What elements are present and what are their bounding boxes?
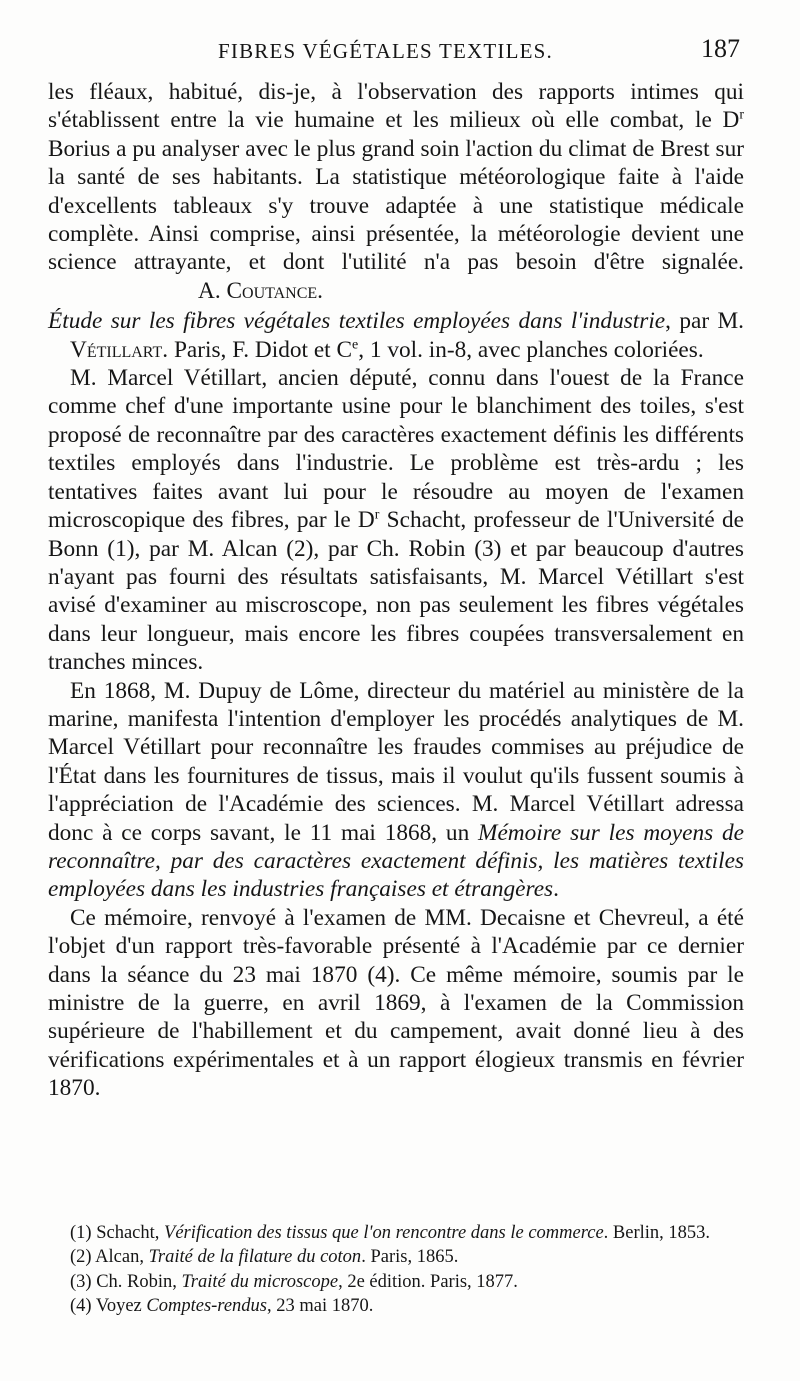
- text-run: (3) Ch. Robin,: [70, 1271, 182, 1292]
- text-run: M. Marcel Vétillart, ancien député, connu dans l'ouest de la France comme chef d'une importante usine pour le blanchiment des toiles, s'est proposé de reconnaître par des caractères exactement définis les différents textiles employés dans l'industrie. Le problème est très-ardu ; les tentatives faites avant lui pour le résoudre au moyen de l'examen microscopique des fibres, par le D: [48, 365, 744, 534]
- footnote: [48, 1270, 760, 1294]
- superscript: r: [739, 108, 744, 124]
- page-number: 187: [701, 34, 740, 63]
- footnotes: [48, 1221, 760, 1319]
- text-run: , 2e édition. Paris, 1877.: [338, 1271, 518, 1292]
- book-review-entry: [48, 307, 744, 364]
- text-run: (1) Schacht,: [70, 1223, 165, 1243]
- text-run: .: [553, 876, 559, 903]
- footnote: [48, 1245, 760, 1269]
- cited-title: Traité de la filature du coton: [148, 1247, 362, 1268]
- text-run: . Berlin, 1853.: [603, 1223, 711, 1243]
- text-run: les fléaux, habitué, dis-je, à l'observation des rapports intimes qui s'établissent entre la vie humaine et les milieux où elle combat, le D: [48, 79, 744, 134]
- text-run: , par M.: [665, 308, 744, 335]
- footnote: [48, 1221, 760, 1245]
- superscript: r: [374, 507, 380, 523]
- cited-title: Vérification des tissus que l'on rencontre dans le commerce: [164, 1223, 604, 1243]
- paragraph-climate-review: [48, 78, 744, 305]
- running-head: FIBRES VÉGÉTALES TEXTILES.: [218, 39, 553, 63]
- text-run: Borius a pu analyser avec le plus grand soin l'action du climat de Brest sur la santé de ses habitants. La statistique météorologique faite à l'aide d'excellents tableaux s'y trouve adaptée à une statistique médicale complète. Ainsi comprise, ainsi présentée, la météorologie devient une science attrayante, et dont l'utilité n'a pas besoin d'être signalée.: [48, 135, 744, 276]
- page-header: [48, 34, 744, 74]
- text-run: (2) Alcan,: [70, 1247, 149, 1268]
- text-run: , 23 mai 1870.: [266, 1296, 374, 1317]
- text-run: En 1868, M. Dupuy de Lôme, directeur du matériel au ministère de la marine, manifesta l'intention d'employer les procédés analytiques de M. Marcel Vétillart pour reconnaître les fraudes commises au préjudice de l'État dans les fournitures de tissus, mais il voulut qu'ils fussent soumis à l'appréciation de l'Académie des sciences. M. Marcel Vétillart adressa donc à ce corps savant, le 11 mai 1868, un: [48, 677, 744, 846]
- cited-title: Traité du microscope: [181, 1271, 339, 1292]
- text-run: Schacht, professeur de l'Université de Bonn (1), par M. Alcan (2), par Ch. Robin (3) et par beaucoup d'autres n'ayant pas fourni des résultats satisfaisants, M. Marcel Vétillart s'est avisé d'examiner au miscroscope, non pas seulement les fibres végétales dans leur longueur, mais encore les fibres coupées transversalement en tranches minces.: [48, 507, 744, 676]
- text-run: . Paris, F. Didot et C: [162, 336, 352, 363]
- paragraph-memoir: Ce mémoire, renvoyé à l'examen de MM. Decaisne et Chevreul, a été l'objet d'un rapport très-favorable présenté à l'Académie par ce dernier dans la séance du 23 mai 1870 (4). Ce même mémoire, soumis par le ministre de la guerre, en avril 1869, à l'examen de la Commission supérieure de l'habillement et du campement, avait donné lieu à des vérifications expérimentales et à un rapport élogieux transmis en février 1870.: [48, 904, 744, 1102]
- paragraph-vetillart: [48, 364, 744, 676]
- book-title: Étude sur les fibres végétales textiles employées dans l'industrie: [48, 308, 666, 335]
- paragraph-dupuy: [48, 677, 744, 904]
- memoir-title: Mémoire sur les moyens de reconnaître, par des caractères exactement définis, les matières textiles employées dans les industries françaises et étrangères: [48, 819, 744, 903]
- cited-title: Comptes-rendus: [146, 1296, 267, 1317]
- text-run: . Paris, 1865.: [361, 1247, 459, 1268]
- signature: A. Coutance.: [198, 277, 323, 304]
- superscript: e: [352, 337, 359, 353]
- page-body: [48, 78, 744, 1103]
- footnote: [48, 1294, 760, 1318]
- text-run: , 1 vol. in-8, avec planches coloriées.: [358, 336, 704, 363]
- text-run: (4) Voyez: [70, 1296, 147, 1317]
- book-author: Vétillart: [70, 336, 163, 363]
